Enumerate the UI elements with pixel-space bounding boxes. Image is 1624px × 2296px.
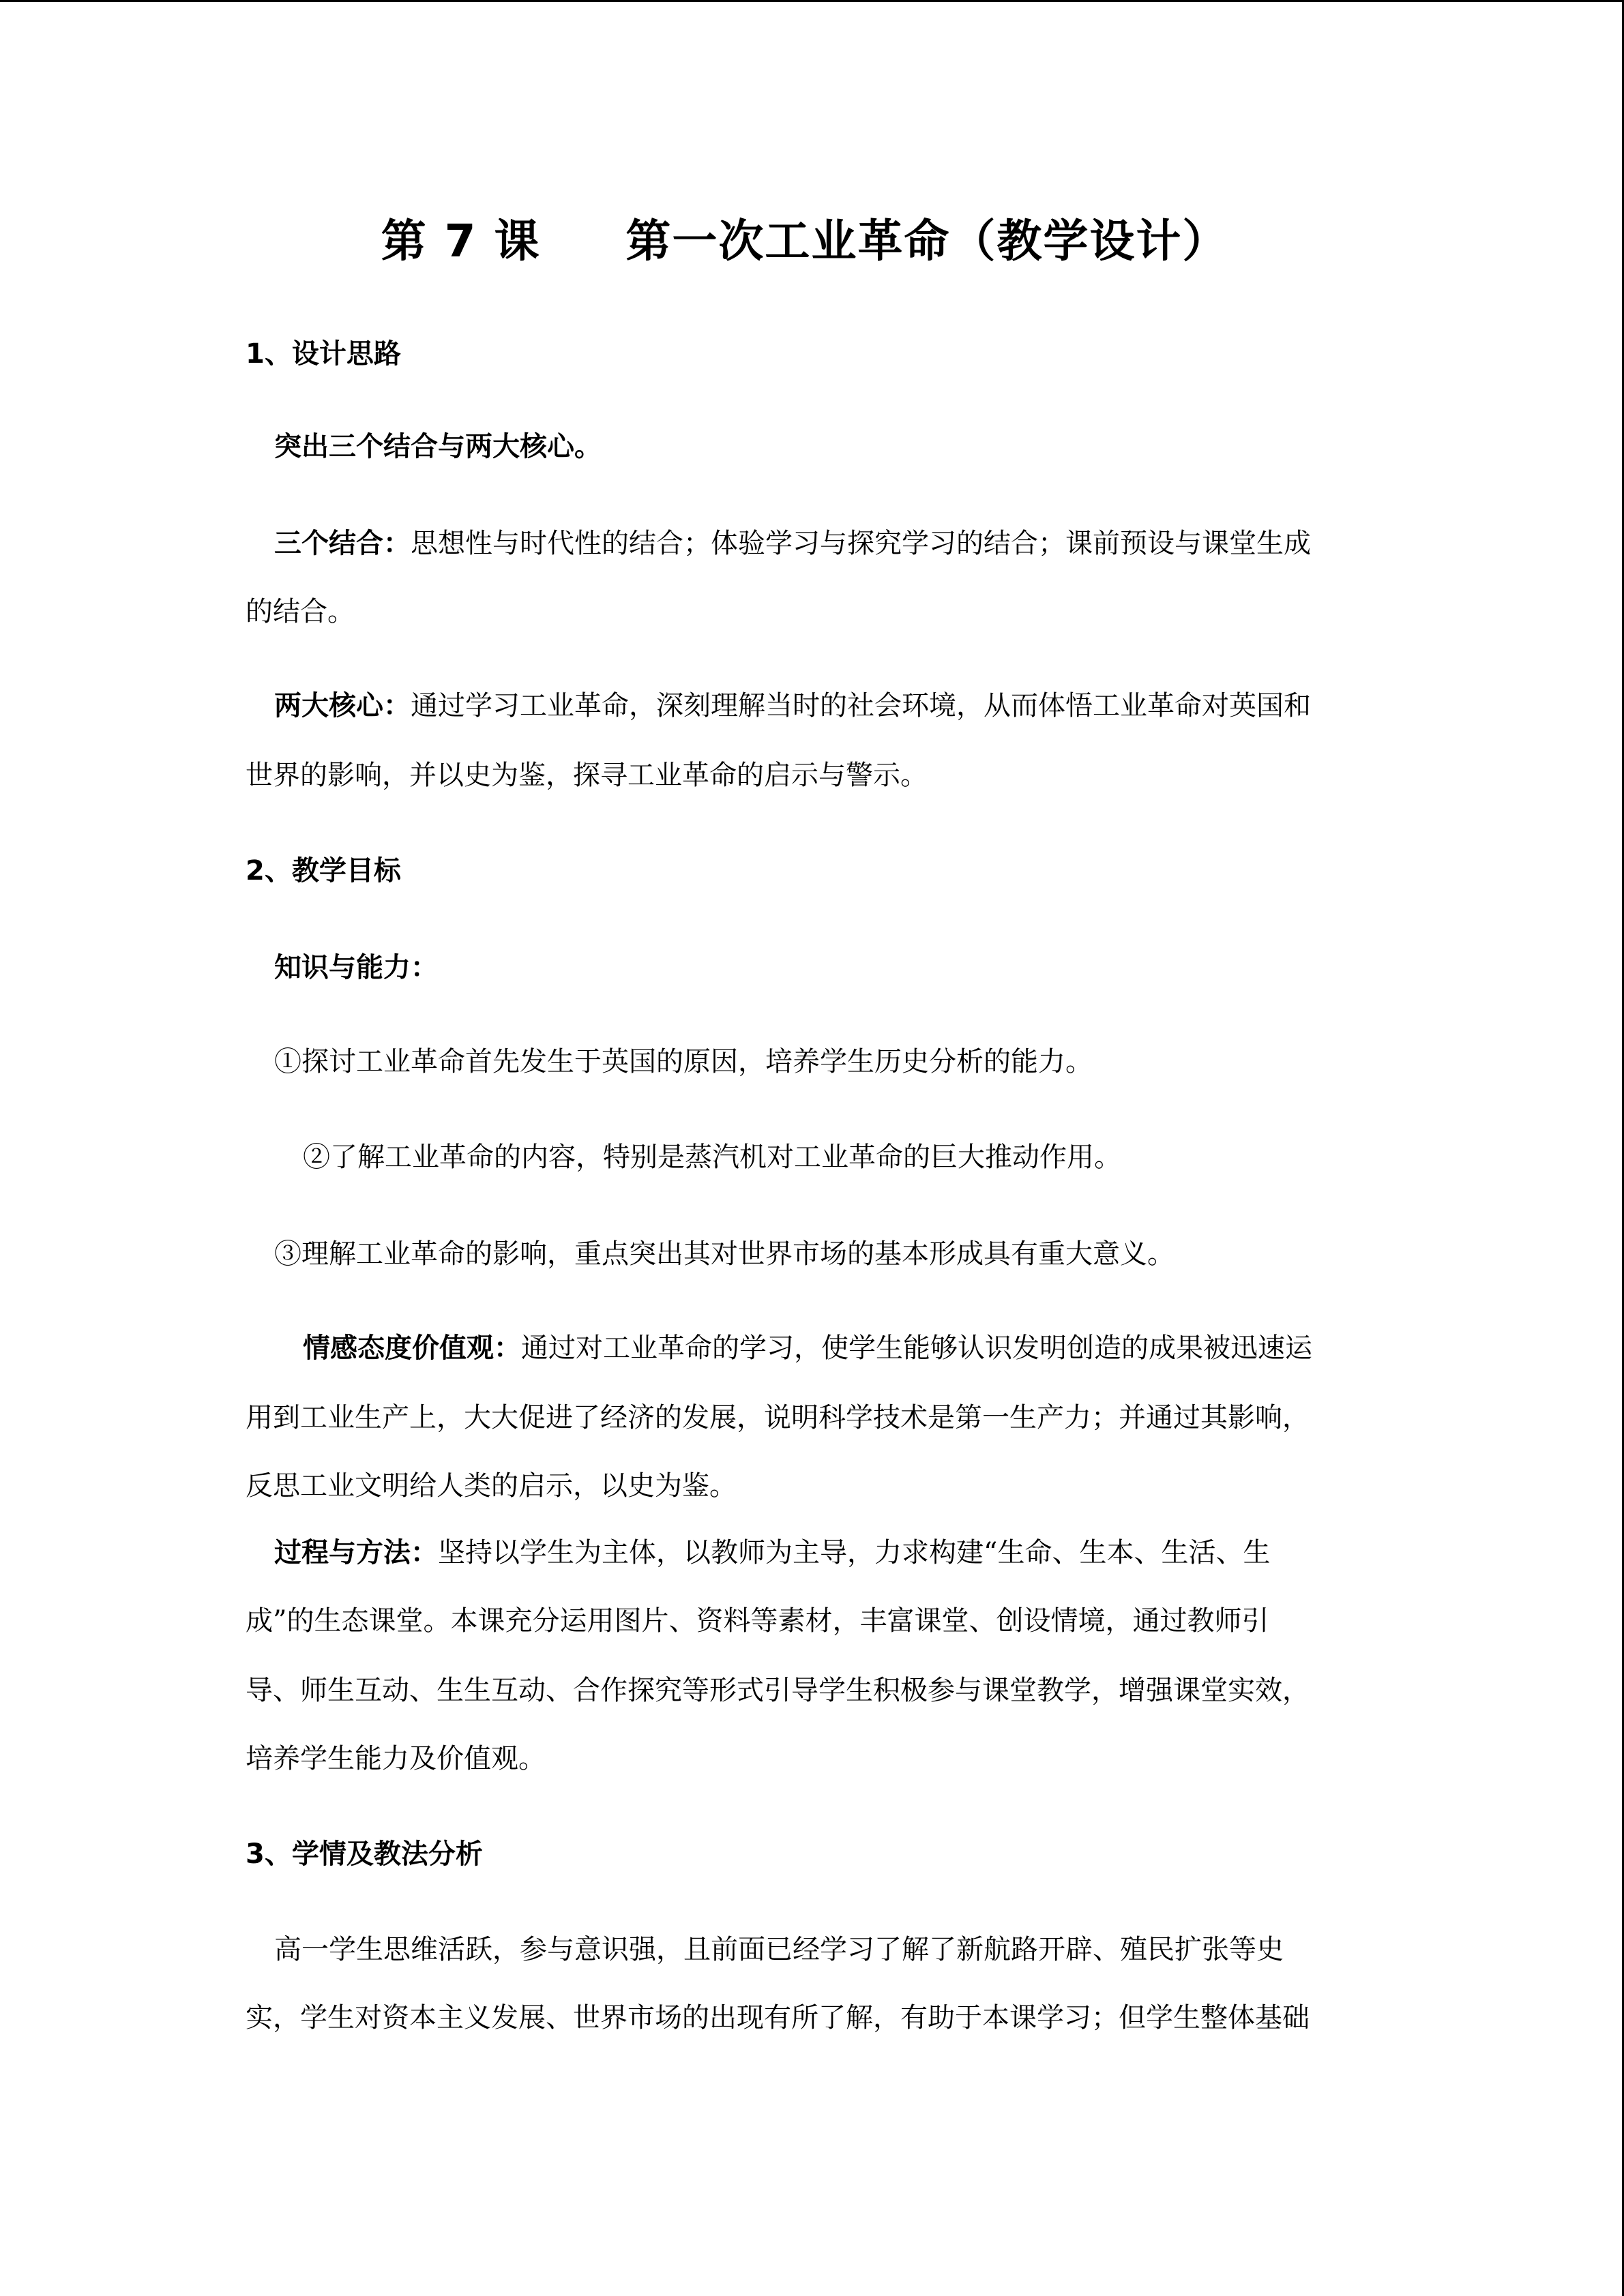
process-methods-label: 过程与方法： [274,1537,438,1568]
learner-analysis-line-2: 实，学生对资本主义发展、世界市场的出现有所了解，有助于本课学习；但学生整体基础 [246,2002,1310,2033]
design-intro: 突出三个结合与两大核心。 [274,431,602,462]
emotion-values-label: 情感态度价值观： [303,1332,521,1364]
process-methods-line-4: 培养学生能力及价值观。 [246,1743,546,1774]
emotion-values-line-2: 用到工业生产上，大大促进了经济的发展，说明科学技术是第一生产力；并通过其影响， [246,1402,1310,1433]
three-combinations-text: 思想性与时代性的结合；体验学习与探究学习的结合；课前预设与课堂生成 [411,528,1311,559]
document-title: 第 7 课 第一次工业革命（教学设计） [381,215,1229,267]
process-methods-text: 坚持以学生为主体，以教师为主导，力求构建“生命、生本、生活、生 [438,1537,1271,1568]
three-combinations-continuation: 的结合。 [246,596,355,627]
process-methods-line-3: 导、师生互动、生生互动、合作探究等形式引导学生积极参与课堂教学，增强课堂实效， [246,1675,1310,1706]
process-methods-paragraph [274,1534,1270,1572]
goal-item-2: ②了解工业革命的内容，特别是蒸汽机对工业革命的巨大推动作用。 [303,1142,1121,1173]
three-combinations-paragraph [274,524,1311,563]
emotion-values-paragraph [303,1329,1312,1367]
section-heading-teaching-goals: 2、教学目标 [246,855,401,886]
two-cores-label: 两大核心： [274,690,411,721]
two-cores-text: 通过学习工业革命，深刻理解当时的社会环境，从而体悟工业革命对英国和 [411,690,1311,721]
section-heading-design-ideas: 1、设计思路 [246,338,401,370]
learner-analysis-line-1: 高一学生思维活跃，参与意识强，且前面已经学习了解了新航路开辟、殖民扩张等史 [274,1934,1284,1965]
page-top-border [0,0,1624,2]
goal-item-1: ①探讨工业革命首先发生于英国的原因，培养学生历史分析的能力。 [274,1046,1093,1077]
goal-item-3: ③理解工业革命的影响，重点突出其对世界市场的基本形成具有重大意义。 [274,1238,1175,1270]
two-cores-continuation: 世界的影响，并以史为鉴，探寻工业革命的启示与警示。 [246,760,928,791]
emotion-values-line-3: 反思工业文明给人类的启示，以史为鉴。 [246,1470,737,1502]
section-heading-learner-analysis: 3、学情及教法分析 [246,1838,483,1870]
two-cores-paragraph [274,687,1311,725]
knowledge-ability-label: 知识与能力： [274,952,438,983]
emotion-values-text: 通过对工业革命的学习，使学生能够认识发明创造的成果被迅速运 [521,1332,1312,1364]
process-methods-line-2: 成”的生态课堂。本课充分运用图片、资料等素材，丰富课堂、创设情境，通过教师引 [246,1605,1269,1637]
three-combinations-label: 三个结合： [274,528,411,559]
